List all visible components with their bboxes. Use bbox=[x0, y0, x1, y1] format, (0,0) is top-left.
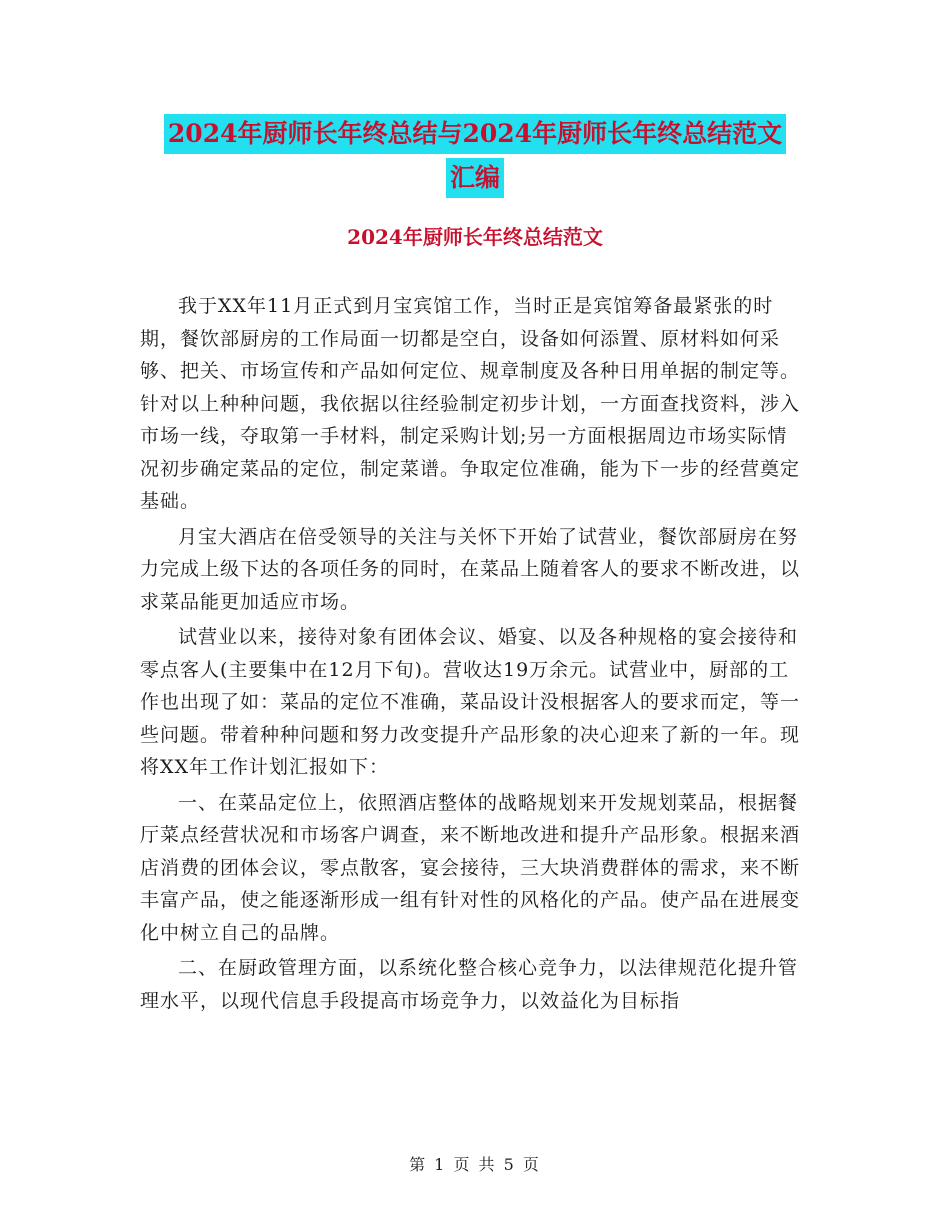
title-line-1: 2024年厨师长年终总结与2024年厨师长年终总结范文 bbox=[164, 114, 786, 154]
page-footer: 第 1 页 共 5 页 bbox=[409, 1155, 541, 1174]
paragraph-2: 月宝大酒店在倍受领导的关注与关怀下开始了试营业，餐饮部厨房在努力完成上级下达的各项任务的同时，在菜品上随着客人的要求不断改进，以求菜品能更加适应市场。 bbox=[140, 525, 801, 613]
body-text bbox=[140, 290, 805, 1017]
paragraph-5: 二、在厨政管理方面，以系统化整合核心竞争力，以法律规范化提升管理水平，以现代信息手段提高市场竞争力，以效益化为目标指 bbox=[140, 957, 799, 1012]
title-line-2: 汇编 bbox=[446, 158, 504, 198]
section-subtitle: 2024年厨师长年终总结范文 bbox=[347, 225, 603, 249]
paragraph-3: 试营业以来，接待对象有团体会议、婚宴、以及各种规格的宴会接待和零点客人(主要集中在12月下旬)。营收达19万余元。试营业中，厨部的工作也出现了如：菜品的定位不准确，菜品设计没根据客人的要求而定，等一些问题。带着种种问题和努力改变提升产品形象的决心迎来了新的一年。现将XX年工作计划汇报如下： bbox=[140, 626, 801, 778]
paragraph-4: 一、在菜品定位上，依照酒店整体的战略规划来开发规划菜品，根据餐厅菜点经营状况和市场客户调查，来不断地改进和提升产品形象。根据来酒店消费的团体会议，零点散客，宴会接待，三大块消费群体的需求，来不断丰富产品，使之能逐渐形成一组有针对性的风格化的产品。使产品在进展变化中树立自己的品牌。 bbox=[140, 791, 801, 944]
paragraph-1: 我于XX年11月正式到月宝宾馆工作，当时正是宾馆筹备最紧张的时期，餐饮部厨房的工作局面一切都是空白，设备如何添置、原材料如何采够、把关、市场宣传和产品如何定位、规章制度及各种日用单据的制定等。针对以上种种问题，我依据以往经验制定初步计划，一方面查找资料，涉入市场一线，夺取第一手材料，制定采购计划;另一方面根据周边市场实际情况初步确定菜品的定位，制定菜谱。争取定位准确，能为下一步的经营奠定基础。 bbox=[140, 295, 801, 512]
document-title bbox=[0, 112, 950, 200]
